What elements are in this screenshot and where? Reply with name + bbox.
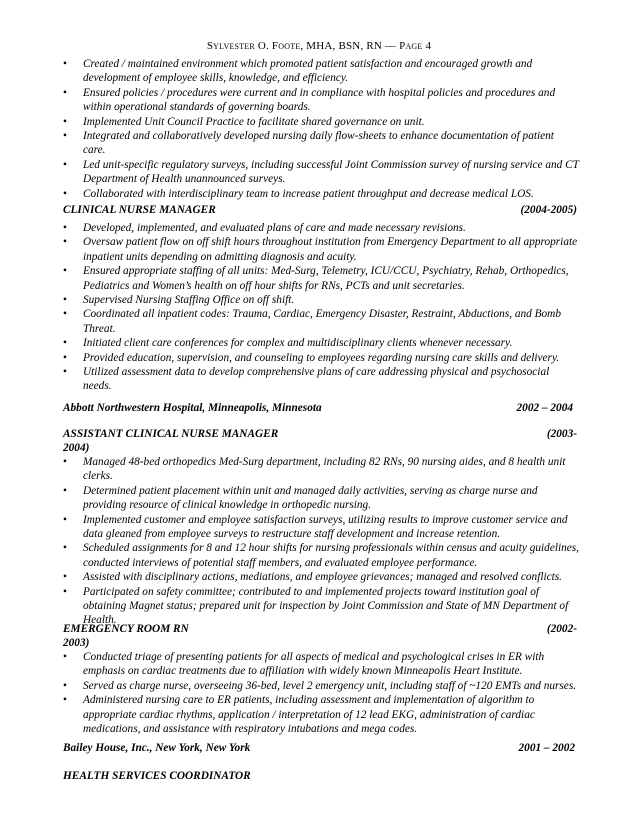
list-item: • Ensured appropriate staffing of all units: Med-Surg, Telemetry, ICU/CCU, Psychiatry, Rehab, Orthopedics, Pediatrics and Women’s health on off hour shifts for RNs, PCTs and unit secretaries. — [63, 264, 579, 293]
health-services-heading — [63, 769, 577, 783]
list-item: • Created / maintained environment which promoted patient satisfaction and encouraged growth and development of employee skills, knowledge, and efficiency. — [63, 57, 579, 86]
list-item: • Supervised Nursing Staffing Office on off shift. — [63, 293, 579, 307]
list-item: • Oversaw patient flow on off shift hours throughout institution from Emergency Department to all appropriate inpatient units depending on admitting diagnosis and acuity. — [63, 235, 579, 264]
header-credentials: , MHA, BSN, RN — [300, 40, 383, 52]
emergency-rn-bullets — [63, 650, 579, 736]
assistant-manager-bullets — [63, 455, 579, 628]
job-dates-start: (2002- — [546, 623, 577, 635]
job-dates-start: (2003- — [546, 428, 577, 440]
list-item: • Served as charge nurse, overseeing 36-bed, level 2 emergency unit, including staff of ~120 EMTs and nurses. — [63, 679, 579, 693]
employer-dates: 2002 – 2004 — [516, 402, 573, 414]
job-title: EMERGENCY ROOM RN — [63, 623, 189, 635]
section1-bullet-list — [63, 57, 579, 201]
list-item: • Developed, implemented, and evaluated plans of care and made necessary revisions. — [63, 221, 579, 235]
list-item: • Led unit-specific regulatory surveys, including successful Joint Commission survey of nursing service and CT Department of Health unannounced surveys. — [63, 158, 579, 187]
header-name-rest: O. Foote — [257, 40, 301, 52]
list-item: • Determined patient placement within unit and managed daily activities, serving as charge nurse and providing resource of clinical knowledge in orthopedic nursing. — [63, 484, 579, 513]
emergency-rn-heading — [63, 622, 577, 651]
list-item: • Scheduled assignments for 8 and 12 hour shifts for nursing professionals within census and acuity guidelines, conducted interviews of potential staff members, and evaluated employee performance. — [63, 541, 579, 570]
header-page-number: Page 4 — [399, 40, 432, 52]
employer-name: Bailey House, Inc., New York, New York — [63, 742, 251, 754]
bailey-employer-row — [63, 741, 575, 755]
list-item: • Managed 48-bed orthopedics Med-Surg department, including 82 RNs, 90 nursing aides, and 8 health unit clerks. — [63, 455, 579, 484]
employer-dates: 2001 – 2002 — [518, 742, 575, 754]
page-header — [0, 40, 638, 52]
list-item: • Implemented customer and employee satisfaction surveys, utilizing results to improve customer service and data gleaned from employee surveys to restructure staff development and increase retention. — [63, 513, 579, 542]
job-title: CLINICAL NURSE MANAGER — [63, 204, 216, 216]
header-dash: — — [384, 40, 397, 52]
assistant-manager-heading — [63, 427, 577, 456]
job-dates-end: 2003) — [63, 637, 90, 650]
header-name-first: Sylvester — [206, 40, 255, 52]
list-item: • Participated on safety committee; contributed to and implemented projects toward institution goal of obtaining Magnet status; prepared unit for inspection by Joint Commission and State of MN Department of Health. — [63, 585, 579, 628]
list-item: • Provided education, supervision, and counseling to employees regarding nursing care skills and delivery. — [63, 351, 579, 365]
job-dates-end: 2004) — [63, 442, 90, 455]
abbott-employer-row — [63, 401, 573, 415]
list-item: • Initiated client care conferences for complex and multidisciplinary clients whenever necessary. — [63, 336, 579, 350]
list-item: • Collaborated with interdisciplinary team to increase patient throughput and decrease medical LOS. — [63, 187, 579, 201]
employer-name: Abbott Northwestern Hospital, Minneapolis, Minnesota — [63, 402, 322, 414]
list-item: • Implemented Unit Council Practice to facilitate shared governance on unit. — [63, 115, 579, 129]
list-item: • Integrated and collaboratively developed nursing daily flow-sheets to enhance documentation of patient care. — [63, 129, 579, 158]
clinical-nurse-manager-heading — [63, 203, 577, 217]
job-title: HEALTH SERVICES COORDINATOR — [63, 770, 251, 782]
list-item: • Administered nursing care to ER patients, including assessment and implementation of algorithm to appropriate cardiac rhythms, application / interpretation of 12 lead EKG, administration of cardiac medications, and assistance with respiratory intubations and mega codes. — [63, 693, 579, 736]
job-dates: (2004-2005) — [520, 204, 577, 216]
job-title: ASSISTANT CLINICAL NURSE MANAGER — [63, 428, 279, 440]
list-item: • Coordinated all inpatient codes: Trauma, Cardiac, Emergency Disaster, Restraint, Abductions, and Bomb Threat. — [63, 307, 579, 336]
clinical-nurse-manager-bullets — [63, 221, 579, 394]
list-item: • Utilized assessment data to develop comprehensive plans of care addressing physical and psychosocial needs. — [63, 365, 579, 394]
list-item: • Ensured policies / procedures were current and in compliance with hospital policies and procedures and within operational standards of governing boards. — [63, 86, 579, 115]
list-item: • Assisted with disciplinary actions, mediations, and employee grievances; managed and resolved conflicts. — [63, 570, 579, 584]
list-item: • Conducted triage of presenting patients for all aspects of medical and psychological crises in ER with emphasis on cardiac treatments due to affiliation with widely known Minneapolis Heart Institute. — [63, 650, 579, 679]
